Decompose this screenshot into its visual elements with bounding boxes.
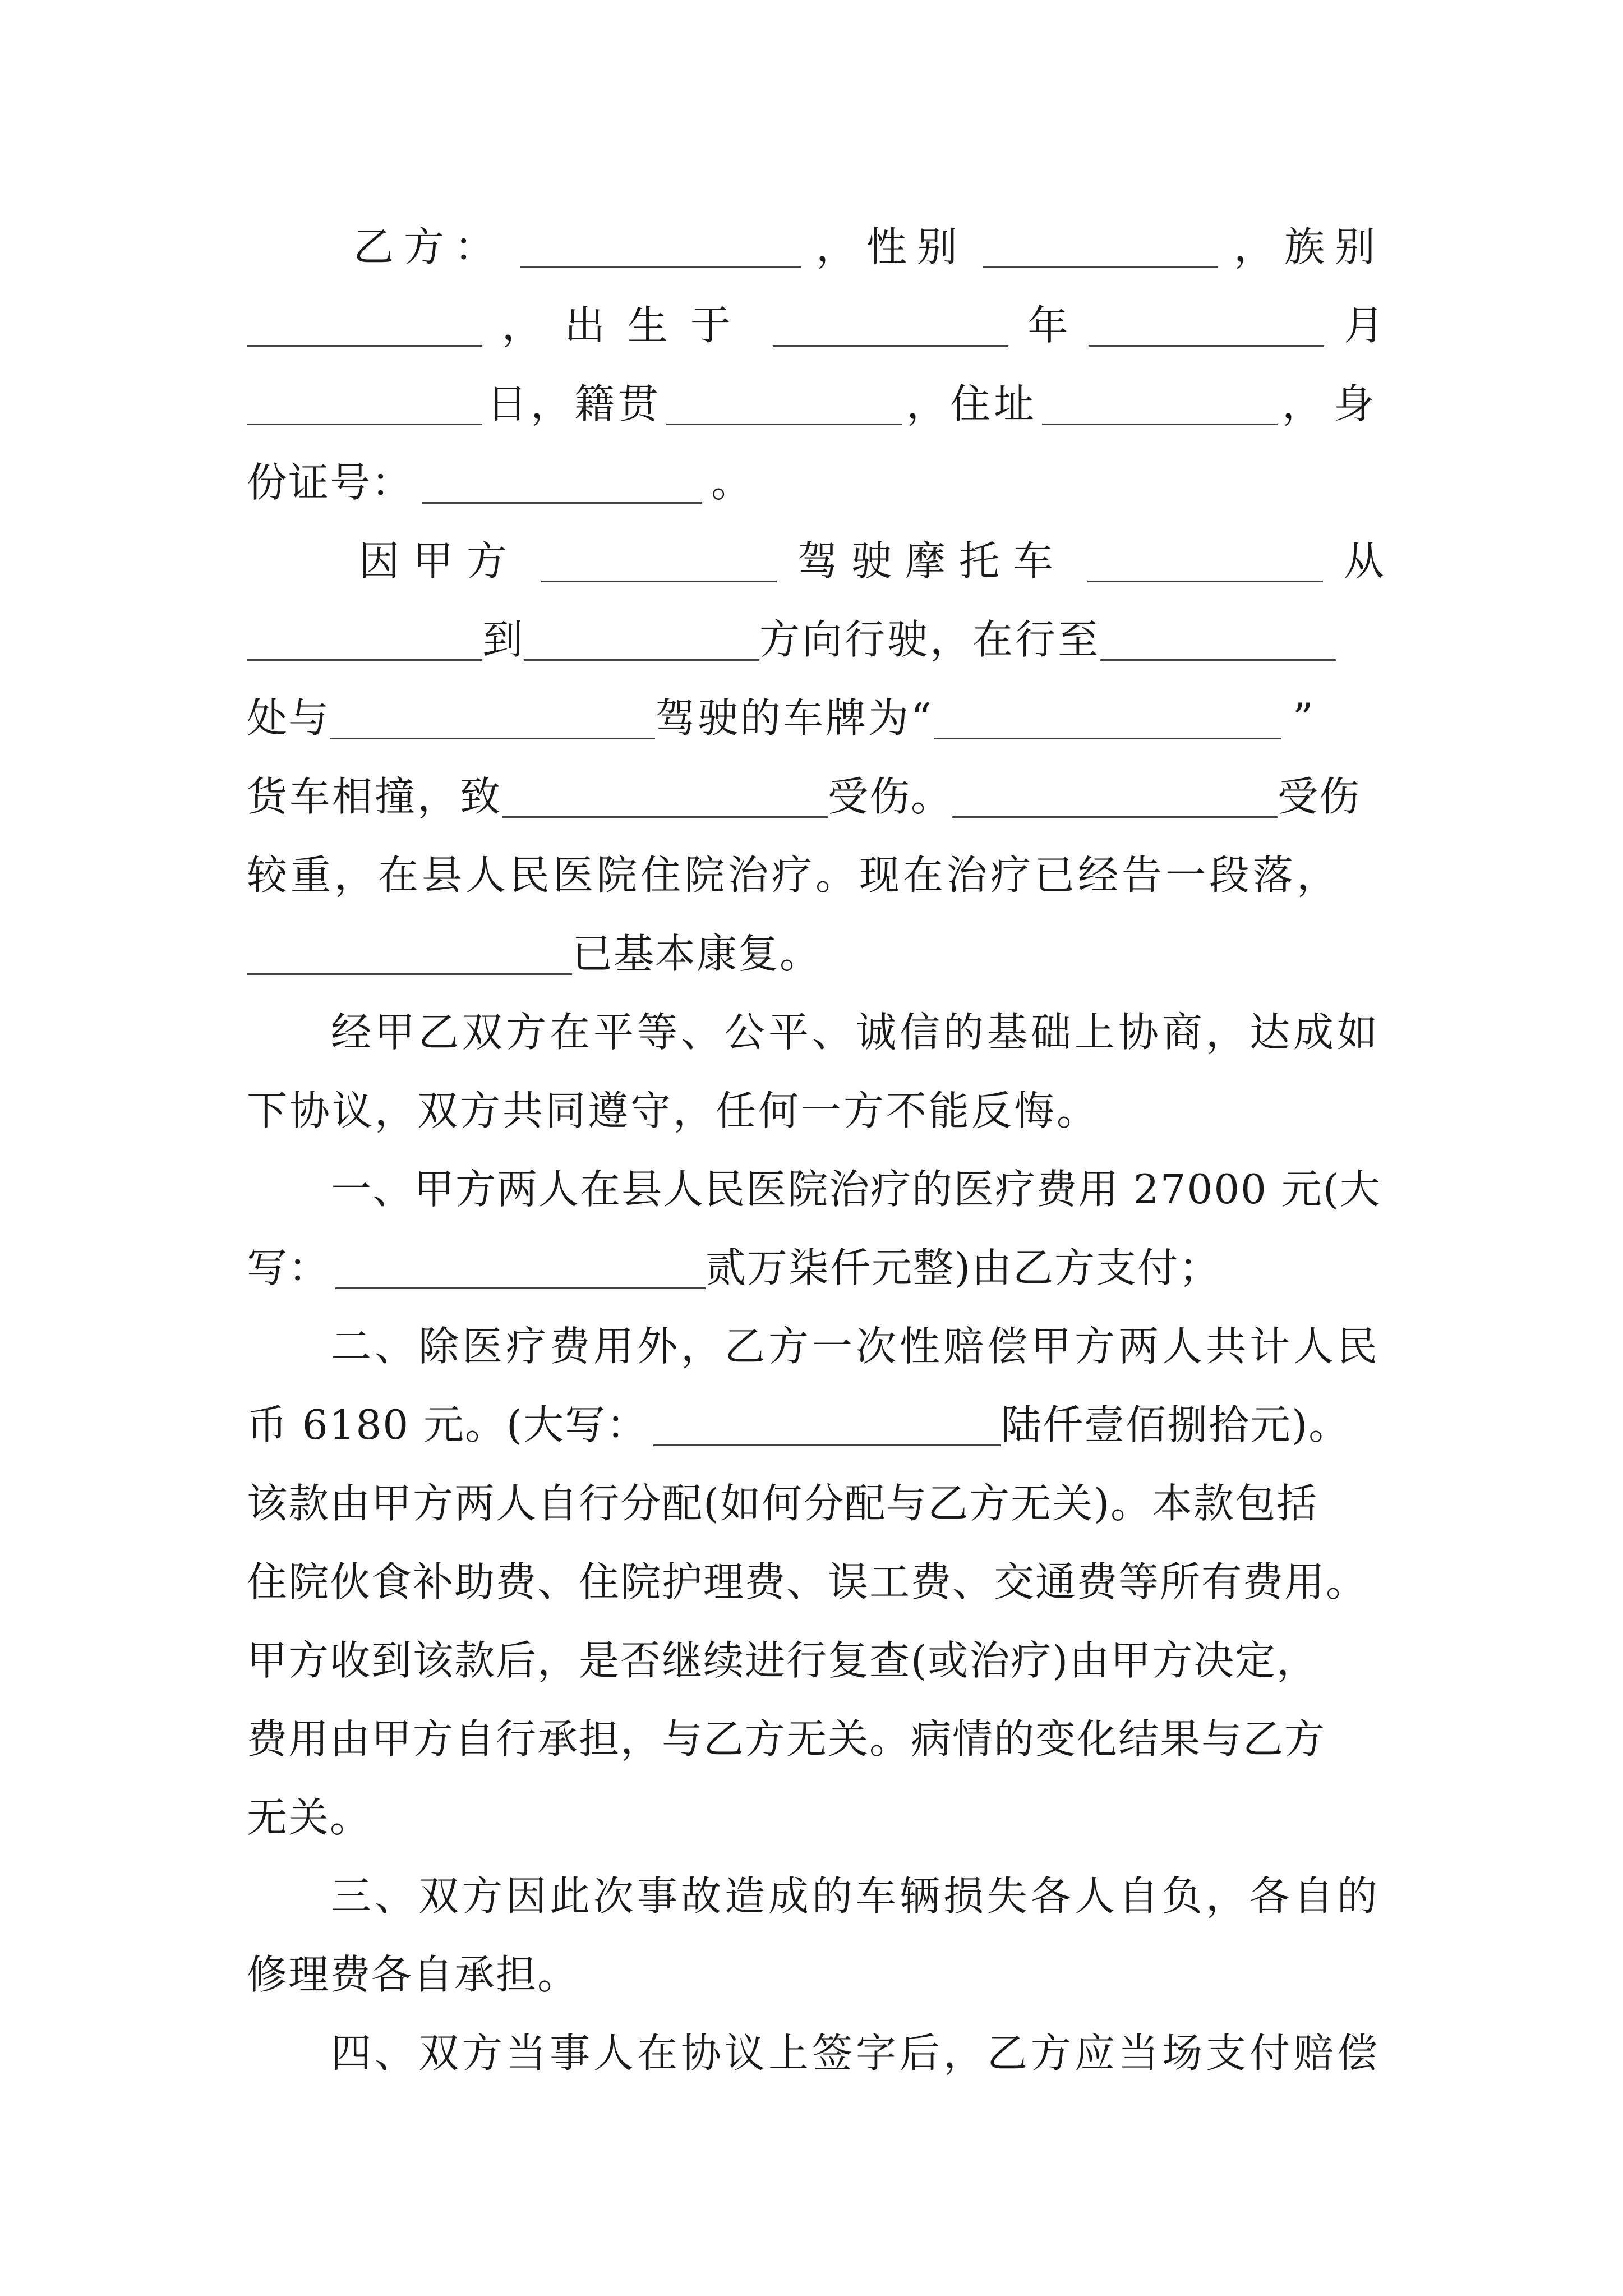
party-b-line-1 — [247, 208, 1385, 286]
clause-2-amount-label: 币 6180 元。(大写： — [247, 1401, 648, 1448]
to-label: 到 — [482, 616, 524, 663]
party-a-name-blank — [541, 581, 777, 582]
origin-blank — [1087, 581, 1323, 582]
plate-number-blank — [934, 738, 1281, 739]
gender-label: ，性别 — [815, 223, 967, 270]
clause-2-line-1 — [247, 1307, 1385, 1386]
birth-year-blank — [773, 345, 1008, 347]
party-b-label: 乙方： — [353, 223, 505, 270]
injured-label: 受伤。 — [828, 773, 953, 820]
birth-month-blank — [1089, 345, 1324, 347]
close-quote: ” — [1292, 694, 1315, 742]
location-blank — [1100, 659, 1336, 661]
year-label: 年 — [1027, 302, 1069, 349]
party-a-ride-label: 因甲方 — [359, 537, 521, 585]
id-number-blank — [422, 502, 702, 504]
document-body — [247, 208, 1385, 2092]
plate-label: 驾驶的车牌为“ — [655, 694, 934, 742]
from-place-blank — [247, 659, 482, 661]
recovered-party-blank — [247, 973, 572, 975]
clause-1-line-2 — [247, 1228, 1385, 1307]
treatment-text: 较重，在县人民医院住院治疗。现在治疗已经告一段落， — [247, 852, 1341, 899]
accident-line-4 — [247, 757, 1385, 836]
accident-line-6 — [247, 914, 1385, 993]
id-prefix-label: ，身 — [1281, 380, 1385, 427]
birth-day-blank — [247, 424, 482, 425]
clause-2-line-7 — [247, 1778, 1385, 1857]
id-number-label: 份证号： — [247, 459, 413, 506]
party-b-line-4 — [247, 443, 1385, 522]
accident-line-3 — [247, 679, 1385, 757]
clause-3-line-1 — [247, 1857, 1385, 1935]
party-b-line-3 — [247, 365, 1385, 443]
clause-4-text-1: 四、双方当事人在协议上签字后，乙方应当场支付赔偿 — [331, 2030, 1381, 2077]
clause-2-amount-blank — [653, 1444, 1001, 1446]
clause-1-text-1: 一、甲方两人在县人民医院治疗的医疗费用 27000 元(大 — [331, 1166, 1381, 1213]
clause-3-line-2 — [247, 1935, 1385, 2014]
clause-2-line-2 — [247, 1386, 1385, 1464]
clause-1-amount-text: 贰万柒仟元整)由乙方支付； — [706, 1244, 1221, 1291]
clause-2-amount-text: 陆仟壹佰捌拾元)。 — [1001, 1401, 1350, 1448]
accident-line-1 — [247, 522, 1385, 600]
ethnicity-label: ，族别 — [1233, 223, 1385, 270]
accident-line-5 — [247, 836, 1385, 914]
clause-3-text-1: 三、双方因此次事故造成的车辆损失各人自负，各自的 — [331, 1872, 1381, 1920]
agreement-line-1 — [247, 993, 1385, 1071]
agreement-text-1: 经甲乙双方在平等、公平、诚信的基础上协商，达成如 — [331, 1009, 1381, 1056]
clause-2-text-5: 甲方收到该款后，是否继续进行复查(或治疗)由甲方决定， — [247, 1637, 1318, 1684]
clause-3-text-2: 修理费各自承担。 — [247, 1951, 579, 1998]
address-blank — [1042, 424, 1278, 425]
clause-2-text-7: 无关。 — [247, 1794, 372, 1841]
accident-line-2 — [247, 600, 1385, 679]
clause-2-text-1: 二、除医疗费用外，乙方一次性赔偿甲方两人共计人民 — [331, 1323, 1381, 1370]
injured-suffix: 受伤 — [1278, 773, 1361, 820]
clause-1-amount-blank — [335, 1287, 706, 1289]
born-label: ，出生于 — [501, 302, 753, 349]
injured-party-blank — [502, 816, 828, 818]
direction-label: 方向行驶，在行至 — [759, 616, 1101, 663]
month-label: 月 — [1343, 302, 1385, 349]
from-label: 从 — [1343, 537, 1385, 585]
ethnicity-blank — [247, 345, 482, 347]
clause-2-text-6: 费用由甲方自行承担，与乙方无关。病情的变化结果与乙方 — [247, 1715, 1326, 1763]
clause-2-line-6 — [247, 1700, 1385, 1778]
at-with-label: 处与 — [247, 694, 330, 742]
clause-4-line-1 — [247, 2014, 1385, 2092]
native-place-blank — [666, 424, 902, 425]
to-place-blank — [524, 659, 759, 661]
period: 。 — [711, 459, 753, 506]
gender-blank — [983, 266, 1218, 268]
clause-2-line-3 — [247, 1464, 1385, 1543]
collision-label: 货车相撞，致 — [247, 773, 503, 820]
clause-2-text-4: 住院伙食补助费、住院护理费、误工费、交通费等所有费用。 — [247, 1558, 1368, 1605]
motorcycle-label: 驾驶摩托车 — [797, 537, 1067, 585]
party-b-name-blank — [520, 266, 801, 268]
agreement-text-2: 下协议，双方共同遵守，任何一方不能反悔。 — [247, 1087, 1100, 1134]
clause-2-text-3: 该款由甲方两人自行分配(如何分配与乙方无关)。本款包括 — [247, 1480, 1318, 1527]
clause-2-line-5 — [247, 1621, 1385, 1700]
native-place-label: 日，籍贯 — [486, 380, 662, 427]
recovered-text: 已基本康复。 — [572, 930, 822, 977]
seriously-injured-blank — [952, 816, 1278, 818]
agreement-line-2 — [247, 1071, 1385, 1150]
clause-2-line-4 — [247, 1543, 1385, 1621]
clause-1-line-1 — [247, 1150, 1385, 1228]
other-driver-blank — [330, 738, 655, 739]
address-label: ，住址 — [906, 380, 1038, 427]
party-b-line-2 — [247, 286, 1385, 365]
clause-1-amount-label: 写： — [247, 1244, 330, 1291]
